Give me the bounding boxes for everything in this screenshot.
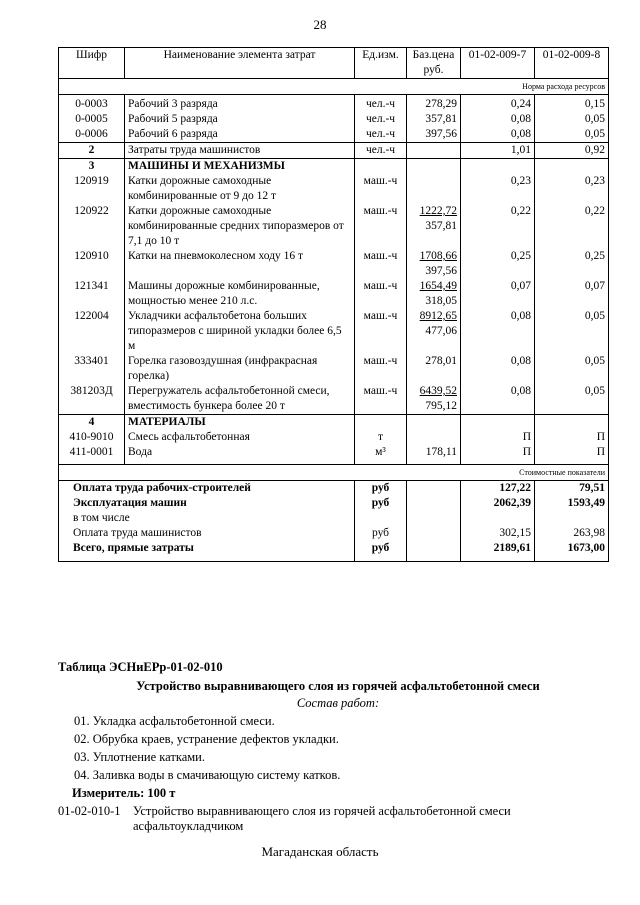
work-item: 03. Уплотнение катками. <box>74 750 205 764</box>
header-code: Шифр <box>59 48 125 79</box>
item-code: 01-02-010-1 <box>58 804 121 818</box>
cost-row: в том числе <box>59 511 609 526</box>
table-row: 120919 Катки дорожные самоходные комбинированные от 9 до 12 т маш.-ч 0,23 0,23 <box>59 174 609 204</box>
section-title: Устройство выравнивающего слоя из горячей асфальтобетонной смеси <box>136 679 540 693</box>
header-price: Баз.цена руб. <box>407 48 461 79</box>
cost-row: Оплата труда рабочих-строителей руб 127,22 79,51 <box>59 481 609 497</box>
work-item: 04. Заливка воды в смачивающую систему катков. <box>74 768 341 782</box>
section-row-machines: 3 МАШИНЫ И МЕХАНИЗМЫ <box>59 159 609 175</box>
work-item: 01. Укладка асфальтобетонной смеси. <box>74 714 275 728</box>
table-row: 0-0005 Рабочий 5 разряда чел.-ч 357,81 0,08 0,05 <box>59 112 609 127</box>
table-row: 0-0003 Рабочий 3 разряда чел.-ч 278,29 0,24 0,15 <box>59 95 609 113</box>
cost-label: Стоимостные показатели <box>59 465 609 481</box>
measure-label: Измеритель: 100 т <box>72 786 176 800</box>
header-unit: Ед.изм. <box>355 48 407 79</box>
cost-row: Оплата труда машинистов руб 302,15 263,98 <box>59 526 609 541</box>
work-item: 02. Обрубка краев, устранение дефектов укладки. <box>74 732 339 746</box>
table-row: 381203Д Перегружатель асфальтобетонной смеси, вместимость бункера более 20 т маш.-ч 6439,52 795,12 0,08 0,05 <box>59 384 609 415</box>
header-col-8: 01-02-009-8 <box>535 48 609 79</box>
page-footer: Магаданская область <box>261 844 379 859</box>
work-composition-label: Состав работ: <box>296 696 380 710</box>
section-caption: Таблица ЭСНиЕРр-01-02-010 <box>58 660 223 674</box>
table-row: 0-0006 Рабочий 6 разряда чел.-ч 397,56 0,08 0,05 <box>59 127 609 143</box>
norma-label: Норма расхода ресурсов <box>59 79 609 95</box>
table-row: 411-0001 Вода м³ 178,11 П П <box>59 445 609 465</box>
table-row: 410-9010 Смесь асфальтобетонная т П П <box>59 430 609 445</box>
section-row-materials: 4 МАТЕРИАЛЫ <box>59 415 609 431</box>
table-row: 121341 Машины дорожные комбинированные, мощностью менее 210 л.с. маш.-ч 1654,49 318,05 0,07 0,07 <box>59 279 609 309</box>
cost-row: Всего, прямые затраты руб 2189,61 1673,00 <box>59 541 609 562</box>
table-header-row <box>59 48 609 79</box>
header-col-7: 01-02-009-7 <box>461 48 535 79</box>
section-row-machinists: 2 Затраты труда машинистов чел.-ч 1,01 0,92 <box>59 143 609 159</box>
header-name: Наименование элемента затрат <box>125 48 355 79</box>
item-text: Устройство выравнивающего слоя из горячей асфальтобетонной смеси асфальтоукладчиком <box>133 804 511 833</box>
table-row: 120922 Катки дорожные самоходные комбинированные средних типоразмеров от 7,1 до 10 т маш.-ч 1222,72 357,81 0,22 0,22 <box>59 204 609 249</box>
norma-row <box>59 79 609 95</box>
table-row: 122004 Укладчики асфальтобетона больших типоразмеров с шириной укладки более 6,5 м маш.-ч 8912,65 477,06 0,08 0,05 <box>59 309 609 354</box>
cost-row: Эксплуатация машин руб 2062,39 1593,49 <box>59 496 609 511</box>
page-number: 28 <box>313 17 327 32</box>
table-row: 120910 Катки на пневмоколесном ходу 16 т маш.-ч 1708,66 397,56 0,25 0,25 <box>59 249 609 279</box>
table-row: 333401 Горелка газовоздушная (инфракрасная горелка) маш.-ч 278,01 0,08 0,05 <box>59 354 609 384</box>
resource-table <box>58 47 609 562</box>
cost-header-row <box>59 465 609 481</box>
